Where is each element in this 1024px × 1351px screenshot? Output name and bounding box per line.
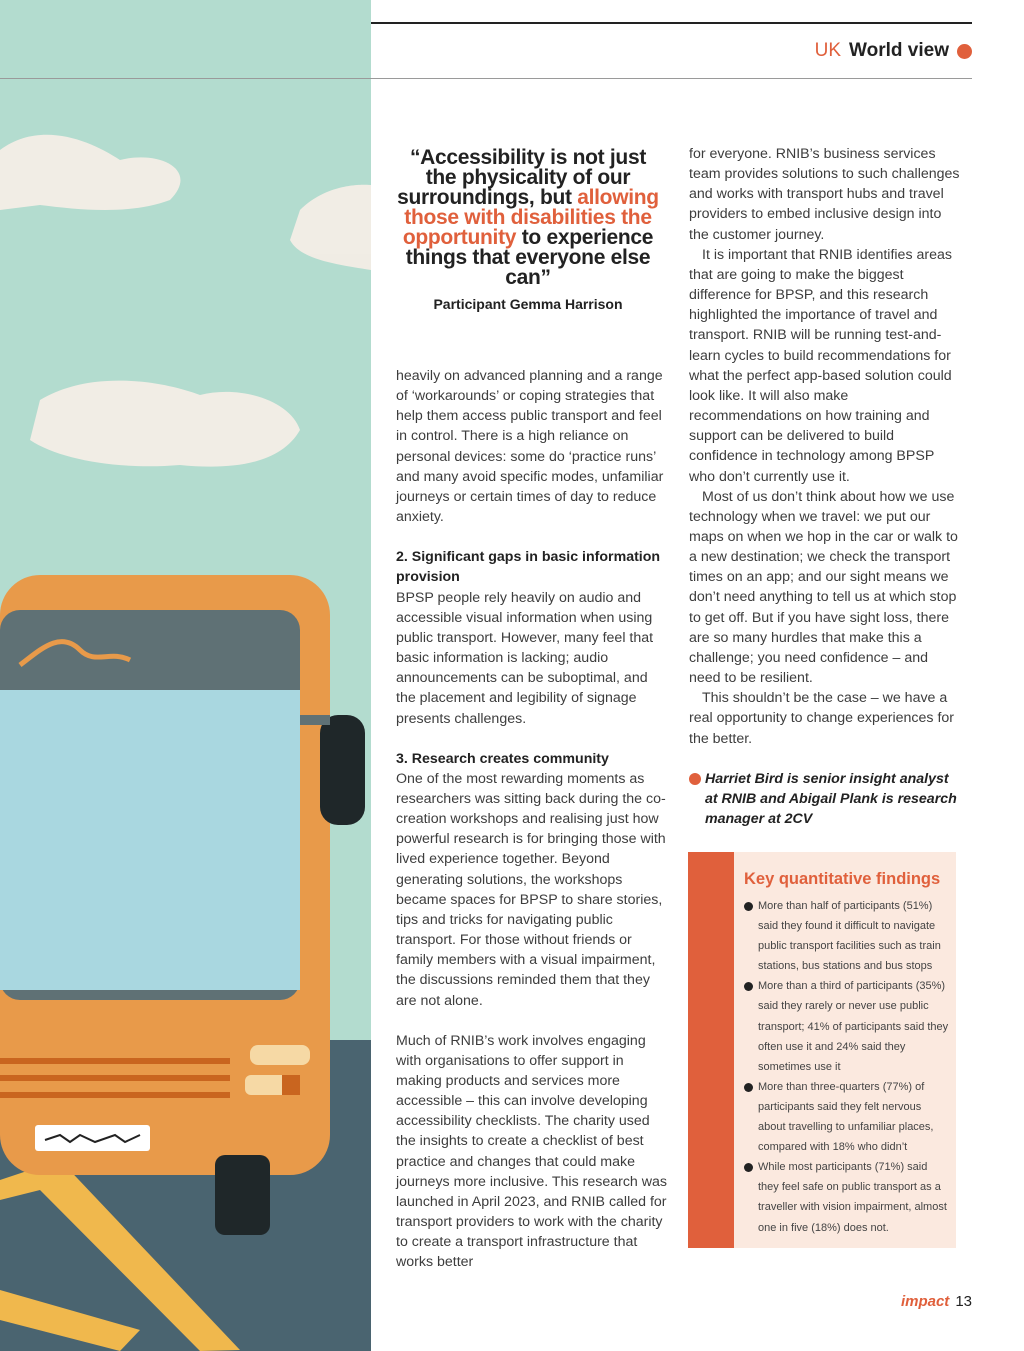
section-prefix: UK — [814, 40, 842, 61]
body-paragraph: Much of RNIB’s work involves engaging with organisations to offer support in making products and services more accessible – this can involve developing accessibility checklists. The charity used the insights to create a checklist of best practice and changes that could make journeys more inclusive. This research was launched in April 2023, and RNIB called for transport providers to work with the charity to create a transport infrastructure that works better — [396, 1032, 667, 1271]
byline-text: Harriet Bird is senior insight analyst at RNIB and Abigail Plank is research manager at 2CV — [705, 770, 957, 827]
pull-quote-text-end: to experience things that everyone else can” — [405, 226, 654, 289]
body-paragraph: It is important that RNIB identifies areas that are going to make the biggest difference for BPSP, and this research highlighted the importance of travel and transport. RNIB will be running test-and-learn cycles to build recommendations for what the perfect app-based solution could look like. It will also make recommendations on how training and support can be delivered to build confidence in technology among BPSP who don’t currently use it. — [689, 246, 952, 485]
findings-title: Key quantitative findings — [744, 870, 941, 888]
accent-dot-icon — [957, 44, 972, 59]
body-column-right — [689, 144, 961, 829]
subheading: 3. Research creates community — [396, 750, 609, 767]
pull-quote-attribution: Participant Gemma Harrison — [433, 296, 623, 312]
findings-item: More than three-quarters (77%) of participants said they felt nervous about travelling to unfamiliar places, compared with 18% who didn’t — [744, 1077, 950, 1157]
body-paragraph: This shouldn’t be the case – we have a real opportunity to change experiences for the better. — [689, 690, 954, 747]
subheading: 2. Significant gaps in basic information provision — [396, 549, 661, 586]
body-paragraph: heavily on advanced planning and a range of ‘workarounds’ or coping strategies that help them access public transport and feel in control. There is a high reliance on personal devices: some do ‘practice runs’ and many avoid specific modes, unfamiliar journeys or certain times of day to reduce anxiety. — [396, 368, 664, 526]
byline-dot-icon — [689, 773, 701, 785]
section-title: World view — [849, 40, 949, 61]
page-number: 13 — [955, 1293, 972, 1310]
findings-item: More than half of participants (51%) said they found it difficult to navigate public transport facilities such as train stations, bus stations and bus stops — [744, 896, 950, 976]
header-rule — [0, 78, 972, 79]
bus — [0, 575, 365, 1235]
bus-illustration — [0, 0, 371, 1351]
findings-list — [744, 896, 950, 1238]
findings-accent-bar — [688, 852, 734, 1248]
body-paragraph: Most of us don’t think about how we use technology when we travel: we put our maps on when we hop in the car or walk to a new destination; we check the transport times on an app; and our sight means we don’t need anything to tell us at which stop to get off. But if you have sight loss, there are so many hurdles that make this a challenge; you need confidence – and need to be resilient. — [689, 488, 958, 687]
body-paragraph: BPSP people rely heavily on audio and accessible visual information when using public transport. However, many feel that basic information is lacking; audio announcements can be suboptimal, and the placement and legibility of signage presents challenges. — [396, 589, 654, 727]
bullet-icon — [744, 982, 753, 991]
body-paragraph: for everyone. RNIB’s business services team provides solutions to such challenges and works with transport hubs and travel providers to embed inclusive design into the customer journey. — [689, 146, 960, 243]
section-label — [815, 40, 972, 62]
pull-quote-text-start: “Accessibility is not just the physicality of our surroundings, but — [397, 146, 647, 209]
key-findings-box — [688, 852, 956, 1248]
pull-quote-highlight: allowing those with disabilities the opportunity — [402, 186, 659, 249]
body-column-left — [396, 366, 668, 1273]
findings-item: More than a third of participants (35%) said they rarely or never use public transport; 41% of participants said they often use it and 24% said they sometimes use it — [744, 976, 950, 1076]
bullet-icon — [744, 1083, 753, 1092]
magazine-logo: impact — [900, 1293, 950, 1310]
bullet-icon — [744, 902, 753, 911]
body-paragraph: One of the most rewarding moments as researchers was sitting back during the co-creation workshops and realising just how powerful research is for bringing those with lived experience together. Beyond generating solutions, the workshops became spaces for BPSP to share stories, tips and tricks for navigating public transport. For those without friends or family members with a visual impairment, the discussions reminded them that they are not alone. — [396, 770, 666, 1009]
top-rule — [371, 22, 972, 24]
author-byline — [689, 769, 961, 829]
findings-item: While most participants (71%) said they feel safe on public transport as a traveller with vision impairment, almost one in five (18%) does not. — [744, 1157, 950, 1237]
bullet-icon — [744, 1163, 753, 1172]
pull-quote — [396, 148, 660, 313]
page-footer — [901, 1293, 972, 1310]
